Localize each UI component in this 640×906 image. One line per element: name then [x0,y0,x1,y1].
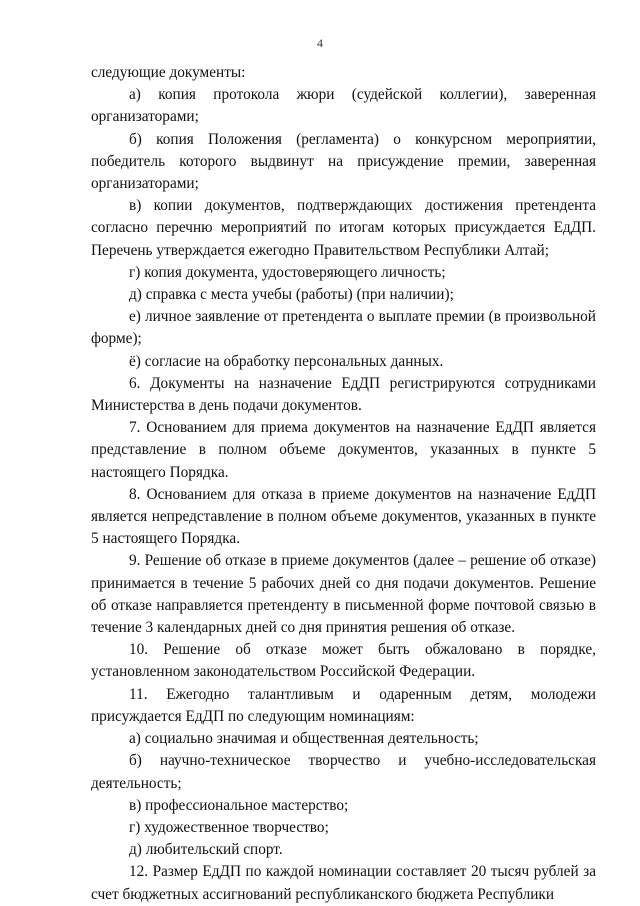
document-body [91,62,596,906]
paragraph: 10. Решение об отказе может быть обжаловано в порядке, установленном законодательством Российской Федерации. [91,641,596,681]
paragraph: 6. Документы на назначение ЕдДП регистрируются сотрудниками Министерства в день подачи документов. [91,374,596,415]
paragraph: ё) согласие на обработку персональных данных. [129,352,444,370]
paragraph: следующие документы: [91,64,246,81]
paragraph: 8. Основанием для отказа в приеме документов на назначение ЕдДП является непредставление в полном объеме документов, указанных в пункте 5 настоящего Порядка. [91,485,596,548]
paragraph: г) копия документа, удостоверяющего личность; [129,263,446,281]
paragraph: д) любительский спорт. [129,841,283,859]
paragraph: а) копия протокола жюри (судейской коллегии), заверенная организаторами; [91,86,596,126]
paragraph: б) научно-техническое творчество и учебно-исследовательская деятельность; [91,752,596,792]
paragraph: 7. Основанием для приема документов на назначение ЕдДП является представление в полном объеме документов, указанных в пункте 5 настоящего Порядка. [91,419,596,481]
paragraph: а) социально значимая и общественная деятельность; [129,730,479,748]
page-number: 4 [317,36,323,50]
paragraph: в) копии документов, подтверждающих достижения претендента согласно перечню мероприятий по итогам которых присуждается ЕдДП. Перечень утверждается ежегодно Правительством Республики Алтай; [91,197,596,259]
paragraph: 11. Ежегодно талантливым и одаренным детям, молодежи присуждается ЕдДП по следующим номинациям: [91,685,596,725]
paragraph: д) справка с места учебы (работы) (при наличии); [129,286,454,304]
paragraph: в) профессиональное мастерство; [129,796,349,814]
paragraph: б) копия Положения (регламента) о конкурсном мероприятии, победитель которого выдвинут на присуждение премии, заверенная организаторами; [91,130,596,193]
paragraph: 9. Решение об отказе в приеме документов (далее – решение об отказе) принимается в течение 5 рабочих дней со дня подачи документов. Решение об отказе направляется претенденту в письменной форме почтовой связью в течение 3 календарных дней со дня принятия решения об отказе. [91,552,596,637]
paragraph: 12. Размер ЕдДП по каждой номинации составляет 20 тысяч рублей за счет бюджетных ассигнований республиканского бюджета Республики [91,863,596,903]
paragraph: е) личное заявление от претендента о выплате премии (в произвольной форме); [91,308,596,348]
paragraph: г) художественное творчество; [129,818,329,836]
